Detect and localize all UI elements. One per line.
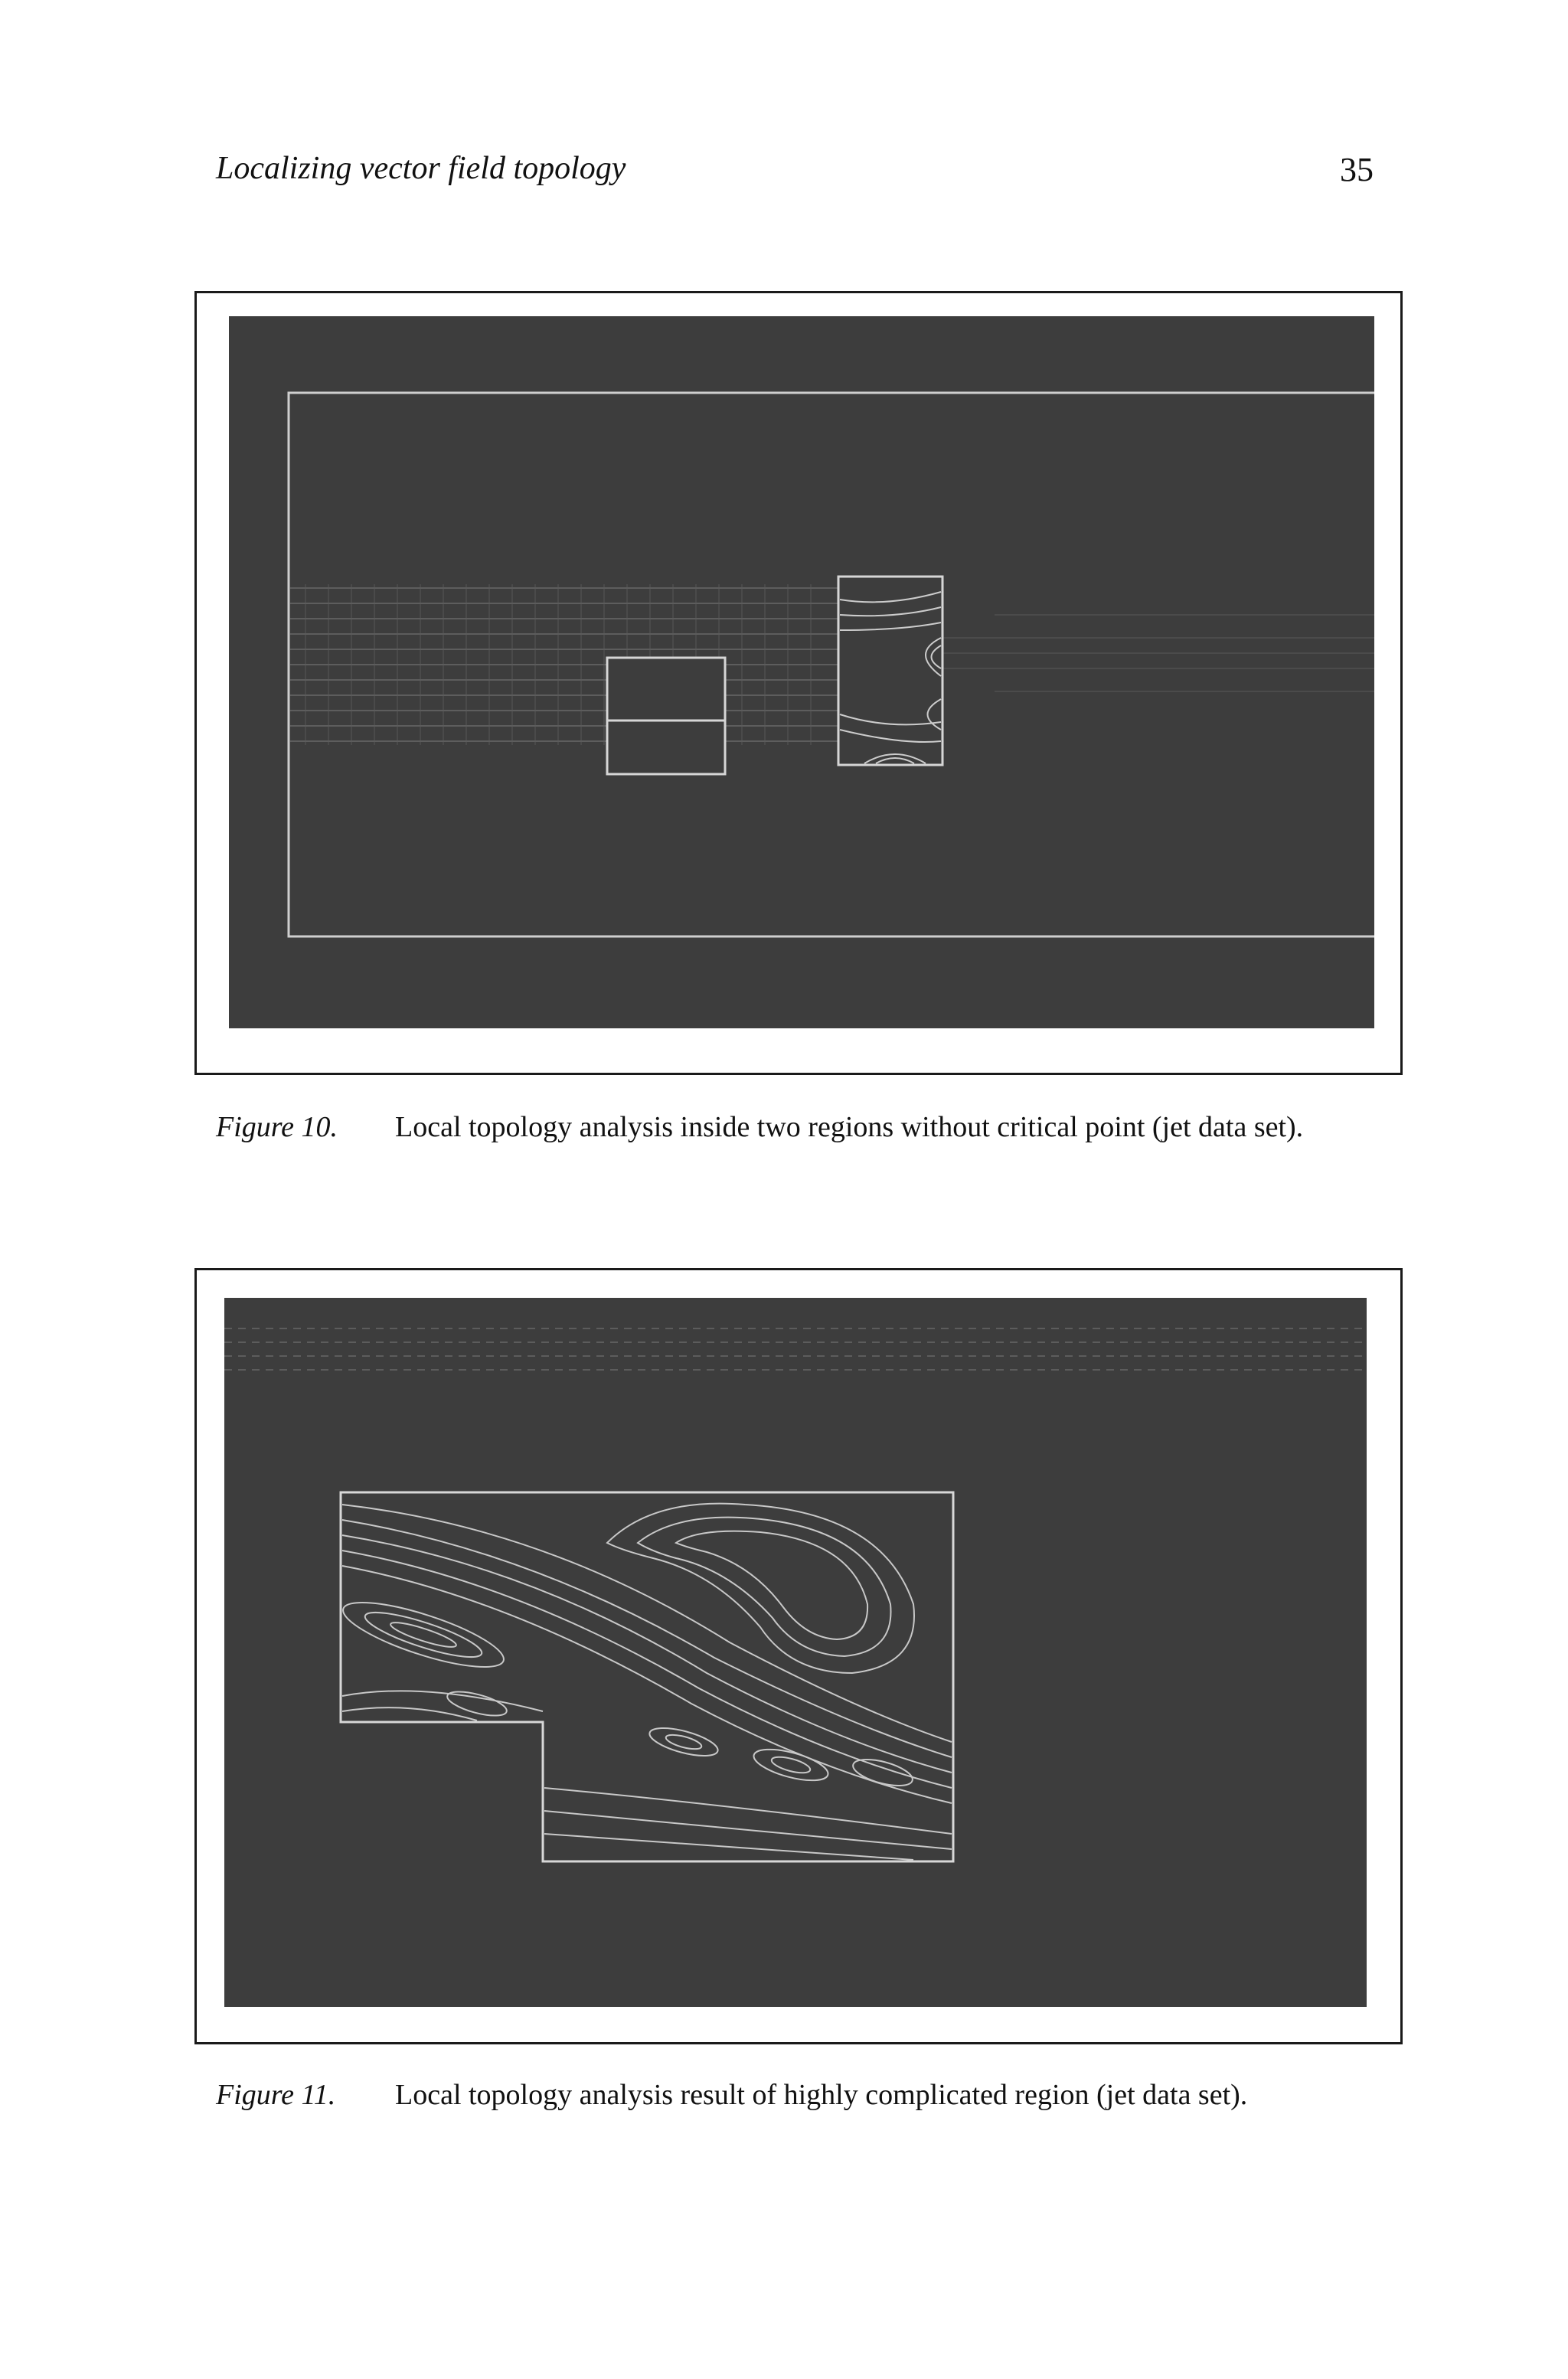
figure-11-image xyxy=(224,1298,1367,2007)
figure-11-text: Local topology analysis result of highly complicated region (jet data set). xyxy=(395,2079,1248,2111)
figure-11-label: Figure 11. xyxy=(216,2079,336,2111)
figure-10-image xyxy=(229,316,1374,1028)
figure-10-text: Local topology analysis inside two regions without critical point (jet data set). xyxy=(395,1111,1304,1143)
figure-10-label: Figure 10. xyxy=(216,1111,338,1143)
figure-11-caption xyxy=(216,2078,1247,2112)
figure-11-frame xyxy=(194,1268,1403,2044)
page-number: 35 xyxy=(1340,151,1374,188)
figure-10-frame xyxy=(194,291,1403,1075)
figure-10-caption xyxy=(216,1110,1303,1144)
running-head: Localizing vector field topology xyxy=(216,151,626,186)
